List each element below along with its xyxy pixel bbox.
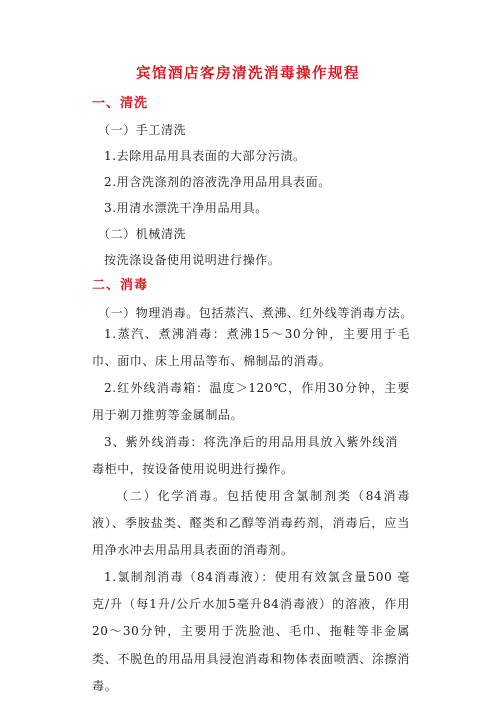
subheading-manual-cleaning: （一）手工清洗	[98, 123, 187, 137]
paragraph-chemical-disinfection: （二）化学消毒。包括使用含氯制剂类（84消毒液）、季胺盐类、醛类和乙醇等消毒药剂，消毒后，应当用净水冲去用品用具表面的消毒剂。	[92, 489, 410, 558]
section-heading-cleaning: 一、清洗	[92, 96, 149, 111]
list-item: 1.去除用品用具表面的大部分污渍。	[104, 149, 306, 163]
subheading-physical-disinfection: （一）物理消毒。包括蒸汽、煮沸、红外线等消毒方法。	[98, 306, 414, 320]
paragraph-ultraviolet: 3、紫外线消毒：将洗净后的用品用具放入紫外线消毒柜中，按设备使用说明进行操作。	[92, 435, 398, 477]
list-item: 3.用清水漂洗干净用品用具。	[104, 201, 268, 215]
paragraph-steam-boiling: 1.蒸汽、煮沸消毒：煮沸15～30分钟，主要用于毛巾、面巾、床上用品等布、棉制品的消毒。	[92, 327, 410, 369]
document-title: 宾馆酒店客房清洗消毒操作规程	[136, 66, 360, 82]
list-item: 2.用含洗涤剂的溶液洗净用品用具表面。	[104, 175, 331, 189]
paragraph: 按洗涤设备使用说明进行操作。	[104, 253, 281, 267]
subheading-machine-cleaning: （二）机械清洗	[98, 227, 187, 241]
paragraph-chlorine: 1.氯制剂消毒（84消毒液）：使用有效氯含量500 毫克/升（每1升/公斤水加5毫升84消毒液）的溶液，作用20～30分钟，主要用于洗脸池、毛巾、拖鞋等非金属类、不脱色的用品用具浸泡消毒和物体表面喷洒、涂擦消毒。	[92, 570, 410, 693]
section-heading-disinfection: 二、消毒	[92, 278, 149, 293]
paragraph-infrared: 2.红外线消毒箱：温度＞120℃，作用30分钟，主要用于剃刀推剪等金属制品。	[92, 381, 410, 423]
